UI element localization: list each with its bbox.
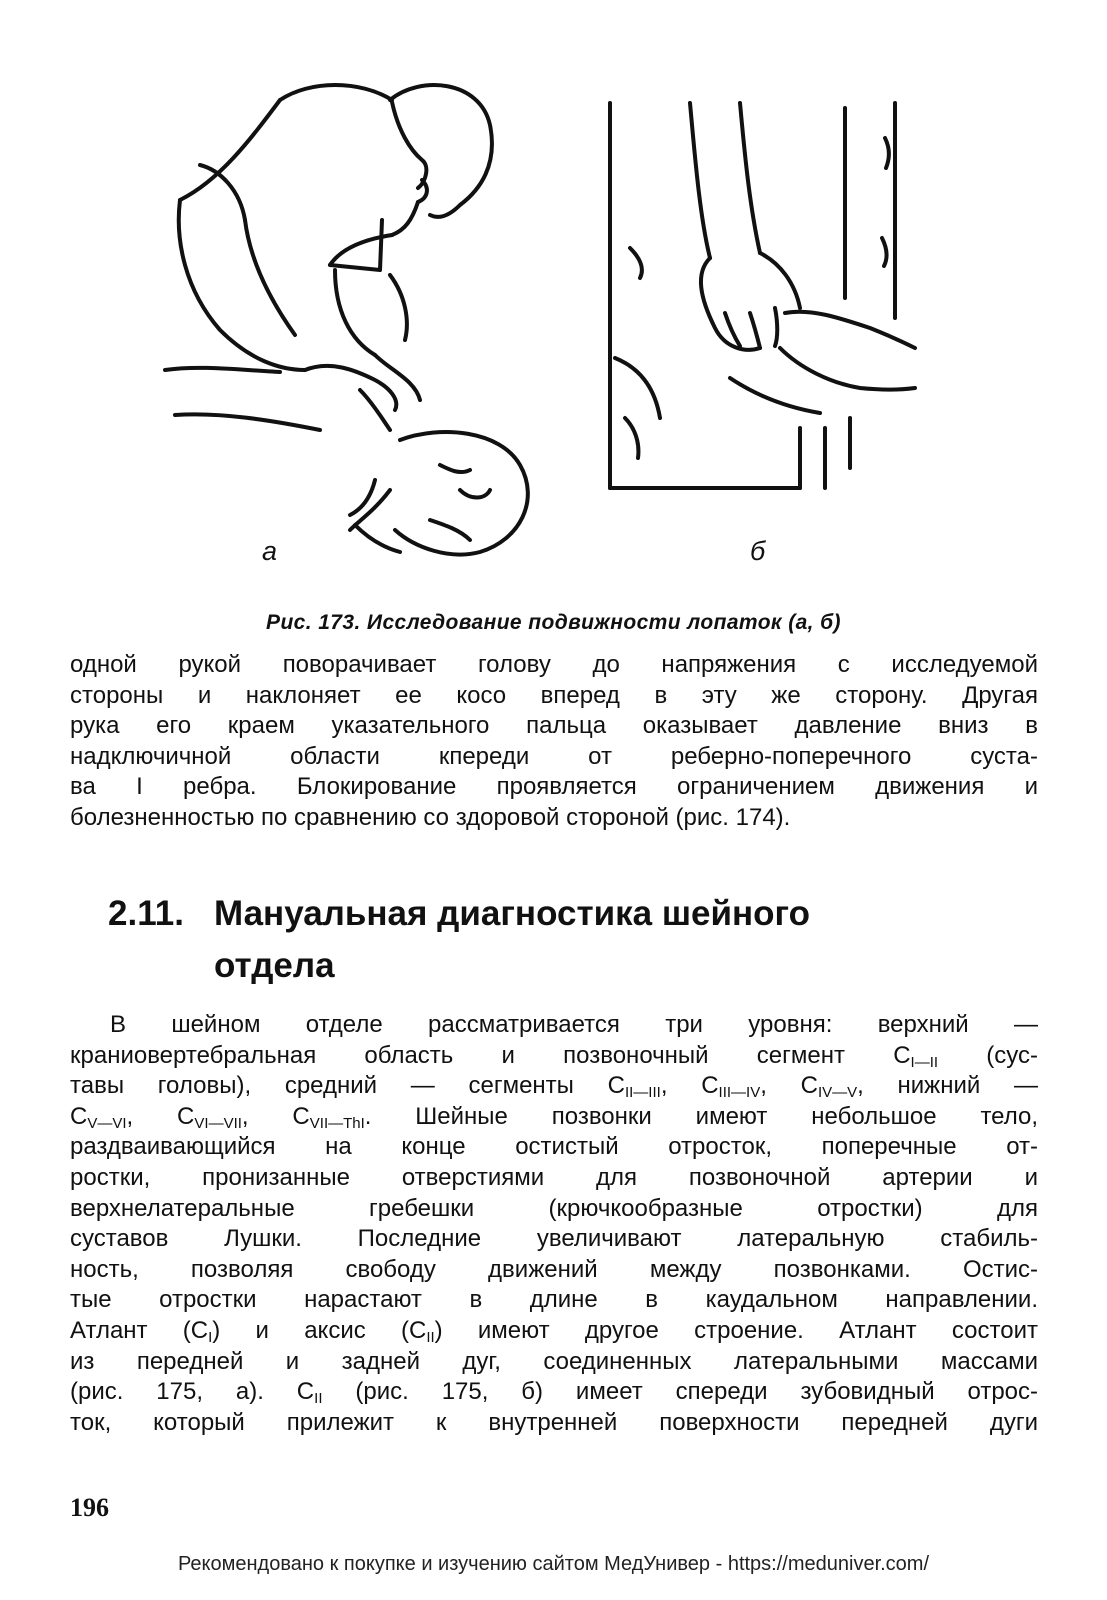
text-line: стороны и наклоняет ее косо вперед в эту же сторону. Другая [70, 681, 1038, 709]
section-number: 2.11. [108, 894, 184, 933]
text-line: верхнелатеральные гребешки (крючкообразные отростки) для [70, 1194, 1038, 1222]
paragraph-1 [70, 650, 1038, 834]
text-line: ток, который прилежит к внутренней поверхности передней дуги [70, 1408, 1038, 1436]
text-line: $C_{V—VI}$, $C_{VI—VII}$, $C_{VII—ThI}$. Шейные позвонки имеют небольшое тело, [70, 1102, 1039, 1132]
footer-note: Рекомендовано к покупке и изучению сайтом МедУнивер - https://meduniver.com/ [177, 1553, 930, 1575]
text-line: тавы головы), средний — сегменты $C_{II—III}$, $C_{III—IV}$, $C_{IV—V}$, нижний — [70, 1072, 1038, 1102]
page-number: 196 [70, 1493, 109, 1522]
text-line: тые отростки нарастают в длине в каудальном направлении. [70, 1286, 1038, 1314]
figure-b-illustration [600, 98, 920, 498]
figure-b-label: б [750, 536, 766, 566]
text-line: болезненностью по сравнению со здоровой стороной (рис. 174). [70, 803, 791, 831]
section-heading [108, 888, 810, 992]
section-title-line2: отдела [214, 946, 335, 985]
text-line: рука его краем указательного пальца оказывает давление вниз в [70, 712, 1038, 740]
text-line: (рис. 175, а). $C_{II}$ (рис. 175, б) имеет спереди зубовидный отрос- [70, 1378, 1039, 1408]
figure-caption: Рис. 173. Исследование подвижности лопаток (а, б) [266, 611, 841, 634]
text-line: ва I ребра. Блокирование проявляется ограничением движения и [70, 773, 1038, 801]
text-line: надключичной области кпереди от реберно-поперечного суста- [70, 742, 1038, 770]
text-line: из передней и задней дуг, соединенных латеральными массами [70, 1347, 1038, 1375]
text-line: суставов Лушки. Последние увеличивают латеральную стабиль- [70, 1225, 1038, 1253]
text-line: ростки, пронизанные отверстиями для позвоночной артерии и [70, 1163, 1038, 1191]
paragraph-2 [70, 1010, 1038, 1438]
text-line: Атлант $(C_I)$ и аксис $(C_{II})$ имеют другое строение. Атлант состоит [70, 1316, 1038, 1346]
text-line: раздваивающийся на конце остистый отросток, поперечные от- [70, 1133, 1038, 1161]
text-line: краниовертебральная область и позвоночный сегмент $C_{I—II}$ (сус- [70, 1041, 1038, 1071]
section-title-line1: Мануальная диагностика шейного [214, 894, 810, 933]
text-line: ность, позволяя свободу движений между позвонками. Остис- [70, 1255, 1038, 1283]
figure-a-illustration [160, 70, 540, 565]
text-line: одной рукой поворачивает голову до напряжения с исследуемой [70, 651, 1038, 678]
text-line: В шейном отделе рассматривается три уровня: верхний — [110, 1011, 1038, 1038]
figure-a-label: а [262, 536, 278, 566]
